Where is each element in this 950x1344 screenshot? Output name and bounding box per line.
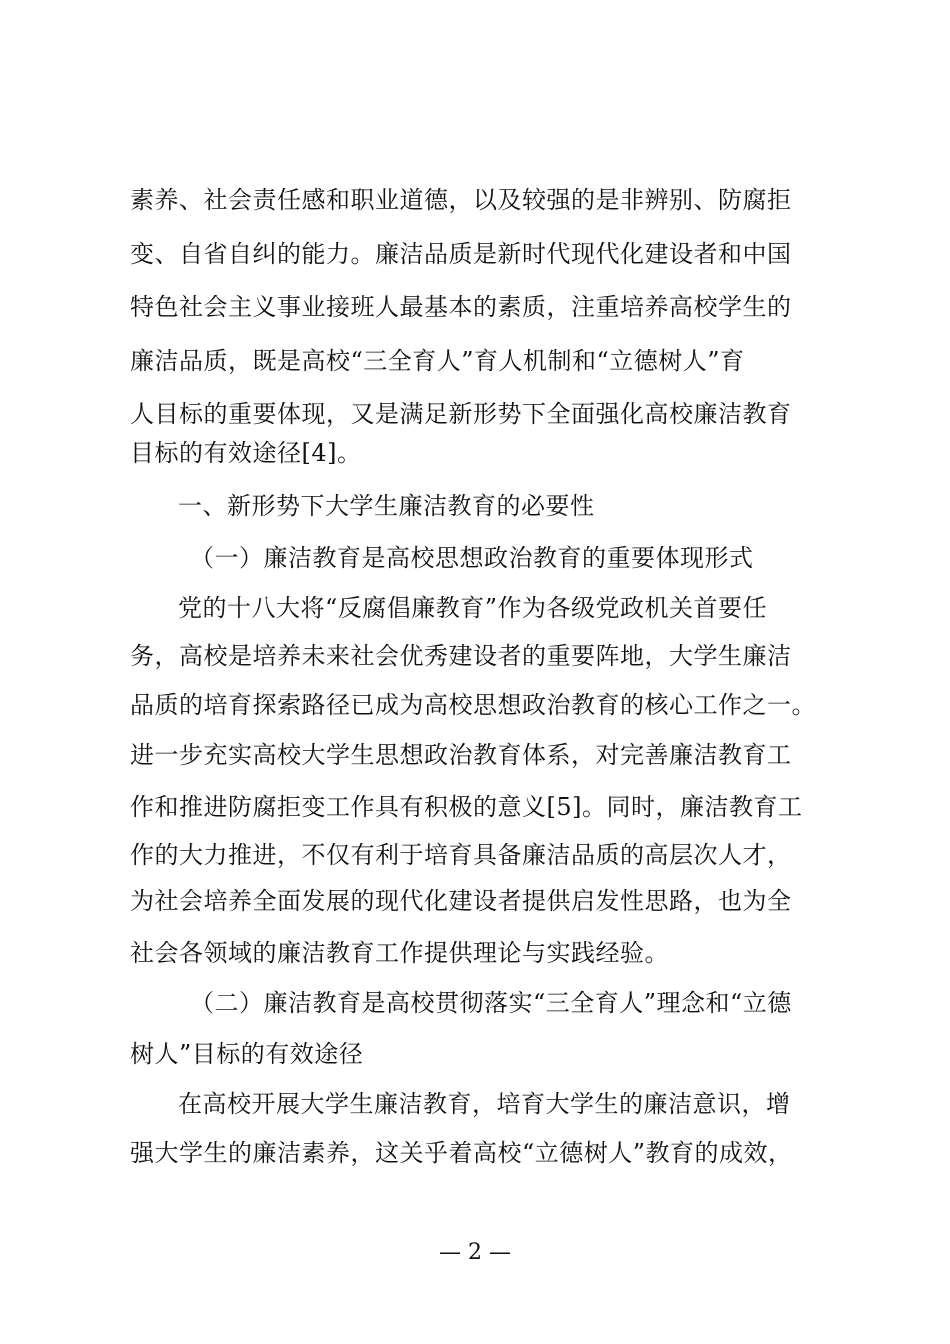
body-text-line: 务，高校是培养未来社会优秀建设者的重要阵地，大学生廉洁 [130,642,792,670]
body-text-line: 强大学生的廉洁素养，这关乎着高校“立德树人”教育的成效， [130,1139,793,1167]
body-text-line: 素养、社会责任感和职业道德，以及较强的是非辨别、防腐拒 [130,186,792,214]
section-heading: 一、新形势下大学生廉洁教育的必要性 [178,492,595,520]
body-text-line: 变、自省自纠的能力。廉洁品质是新时代现代化建设者和中国 [130,240,792,268]
body-text-line: 社会各领域的廉洁教育工作提供理论与实践经验。 [130,939,669,967]
subsection-heading: （二）廉洁教育是高校贯彻落实“三全育人”理念和“立德 [190,989,792,1017]
body-text-line: 人目标的重要体现，又是满足新形势下全面强化高校廉洁教育 [130,400,792,428]
body-text-line: 目标的有效途径[4]。 [130,439,362,467]
body-text-line: 作的大力推进，不仅有利于培育具备廉洁品质的高层次人才， [130,841,792,869]
body-text-line: 在高校开展大学生廉洁教育，培育大学生的廉洁意识，增 [178,1090,791,1118]
subsection-heading-cont: 树人”目标的有效途径 [130,1040,364,1068]
body-text-line: 党的十八大将“反腐倡廉教育”作为各级党政机关首要任 [178,594,768,622]
body-text-line: 为社会培养全面发展的现代化建设者提供启发性思路，也为全 [130,887,792,915]
subsection-heading: （一）廉洁教育是高校思想政治教育的重要体现形式 [190,544,754,572]
body-text-line: 进一步充实高校大学生思想政治教育体系，对完善廉洁教育工 [130,741,792,769]
body-text-line: 作和推进防腐拒变工作具有积极的意义[5]。同时，廉洁教育工 [130,793,803,821]
body-text-line: 特色社会主义事业接班人最基本的素质，注重培养高校学生的 [130,293,792,321]
body-text-line: 廉洁品质，既是高校“三全育人”育人机制和“立德树人”育 [130,347,745,375]
page-number: — 2 — [439,1240,511,1265]
body-text-line: 品质的培育探索路径已成为高校思想政治教育的核心工作之一。 [130,691,816,719]
